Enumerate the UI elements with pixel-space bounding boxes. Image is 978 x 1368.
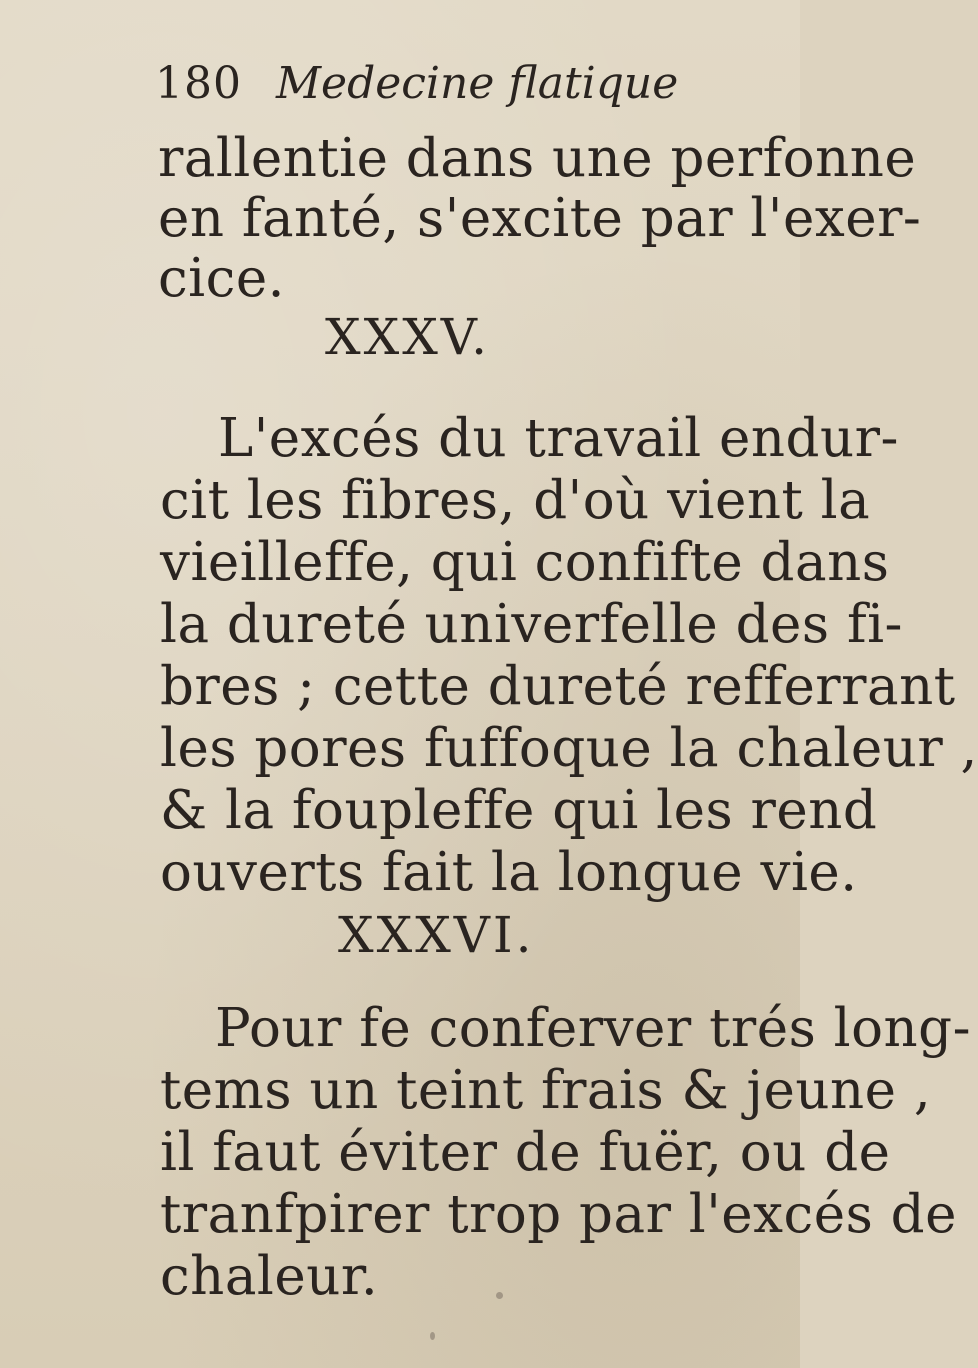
section-number-35: XXXV.	[325, 308, 491, 366]
running-title: Medecine flatique	[275, 58, 679, 109]
ink-spot	[430, 1332, 435, 1340]
text-line: en fanté, s'excite par l'exer-	[158, 188, 922, 249]
text-line: tems un teint frais & jeune ,	[160, 1060, 932, 1121]
running-head	[155, 58, 715, 118]
text-line: cit les fibres, d'où vient la	[160, 470, 871, 531]
text-line: chaleur.	[160, 1246, 379, 1307]
text-line: les pores fuffoque la chaleur ,	[160, 718, 978, 779]
text-line: vieilleffe, qui confifte dans	[160, 532, 890, 593]
text-line: il faut éviter de fuër, ou de	[160, 1122, 891, 1183]
page-number: 180	[155, 58, 242, 109]
text-line: la dureté univerfelle des fi-	[160, 594, 903, 655]
section-number-36: XXXVI.	[338, 906, 535, 964]
ink-spot	[496, 1292, 503, 1299]
text-line: tranfpirer trop par l'excés de	[160, 1184, 957, 1245]
text-line: & la foupleffe qui les rend	[160, 780, 878, 841]
text-line: L'excés du travail endur-	[218, 408, 899, 469]
text-line: cice.	[158, 248, 286, 309]
text-line: ouverts fait la longue vie.	[160, 842, 858, 903]
text-line: Pour fe conferver trés long-	[215, 998, 971, 1059]
text-line: bres ; cette dureté refferrant	[160, 656, 956, 717]
text-line: rallentie dans une perfonne	[158, 128, 917, 189]
